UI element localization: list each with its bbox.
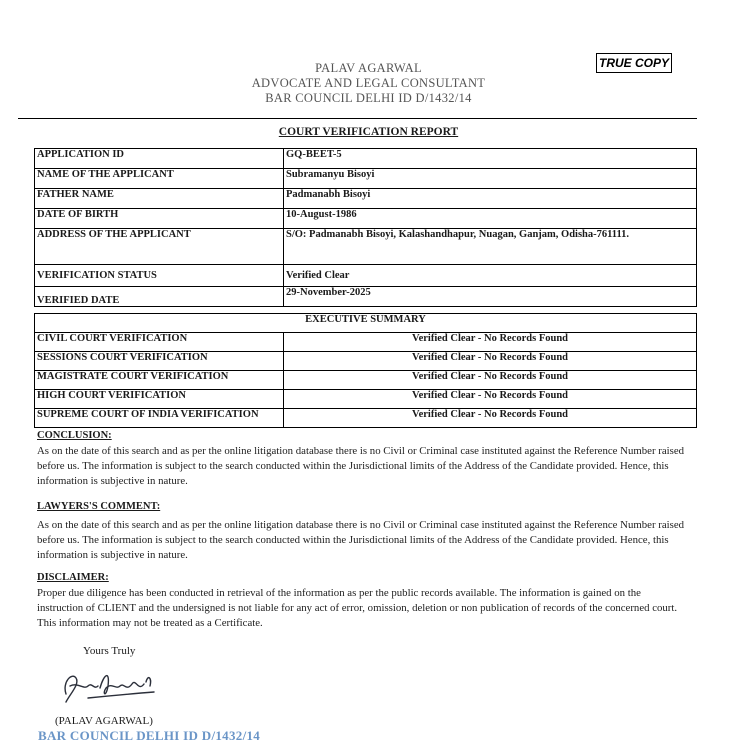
table-row (35, 371, 697, 390)
court-result: Verified Clear - No Records Found (284, 352, 697, 371)
court-label: CIVIL COURT VERIFICATION (35, 333, 284, 352)
detail-value: 29-November-2025 (284, 287, 697, 307)
detail-label: DATE OF BIRTH (35, 209, 284, 229)
court-result: Verified Clear - No Records Found (284, 333, 697, 352)
detail-label: FATHER NAME (35, 189, 284, 209)
advocate-role: ADVOCATE AND LEGAL CONSULTANT (251, 76, 486, 90)
detail-value: Verified Clear (284, 265, 697, 287)
advocate-bar-id: BAR COUNCIL DELHI ID D/1432/14 (265, 91, 472, 105)
lawyers-comment-title: LAWYERS'S COMMENT: (37, 501, 161, 512)
true-copy-stamp: TRUE COPY (596, 53, 672, 73)
table-row (35, 390, 697, 409)
detail-label: ADDRESS OF THE APPLICANT (35, 229, 284, 265)
detail-value: Subramanyu Bisoyi (284, 169, 697, 189)
advocate-name: PALAV AGARWAL (315, 61, 422, 75)
executive-summary-table (34, 313, 697, 428)
court-label: SESSIONS COURT VERIFICATION (35, 352, 284, 371)
court-result: Verified Clear - No Records Found (284, 409, 697, 428)
court-label: MAGISTRATE COURT VERIFICATION (35, 371, 284, 390)
court-result: Verified Clear - No Records Found (284, 371, 697, 390)
table-row (35, 409, 697, 428)
signatory-bar-id: BAR COUNCIL DELHI ID D/1432/14 (38, 728, 261, 743)
detail-label: APPLICATION ID (35, 149, 284, 169)
detail-value: Padmanabh Bisoyi (284, 189, 697, 209)
table-row (35, 169, 697, 189)
detail-label: NAME OF THE APPLICANT (35, 169, 284, 189)
detail-value: 10-August-1986 (284, 209, 697, 229)
table-row (35, 149, 697, 169)
disclaimer-title: DISCLAIMER: (37, 572, 109, 583)
table-row (35, 333, 697, 352)
closing-salutation: Yours Truly (83, 645, 136, 657)
table-row (35, 189, 697, 209)
table-row (35, 352, 697, 371)
signature-image (58, 664, 158, 706)
lawyers-comment-text: As on the date of this search and as per the online litigation database there is no Civil or Criminal case instituted against the Reference Number raised before us. The information is subject to the search conducted within the Jurisdictional limits of the Address of the Candidate provided. Hence, this information is subjective in nature. (37, 519, 685, 561)
court-label: SUPREME COURT OF INDIA VERIFICATION (35, 409, 284, 428)
table-row (35, 314, 697, 333)
detail-label: VERIFIED DATE (35, 287, 284, 307)
detail-label: VERIFICATION STATUS (35, 265, 284, 287)
detail-value: S/O: Padmanabh Bisoyi, Kalashandhapur, Nuagan, Ganjam, Odisha-761111. (284, 229, 697, 265)
executive-summary-title: EXECUTIVE SUMMARY (35, 314, 697, 333)
signatory-name: (PALAV AGARWAL) (55, 715, 153, 727)
detail-value: GQ-BEET-5 (284, 149, 697, 169)
report-title: COURT VERIFICATION REPORT (278, 126, 459, 138)
table-row (35, 287, 697, 307)
table-row (35, 209, 697, 229)
details-table (34, 148, 697, 307)
conclusion-text: As on the date of this search and as per the online litigation database there is no Civil or Criminal case instituted against the Reference Number raised before us. The information is subject to the search conducted within the Jurisdictional limits of the Address of the Candidate provided. Hence, this information is subjective in nature. (37, 445, 685, 487)
conclusion-title: CONCLUSION: (37, 430, 112, 441)
court-label: HIGH COURT VERIFICATION (35, 390, 284, 409)
table-row (35, 229, 697, 265)
court-result: Verified Clear - No Records Found (284, 390, 697, 409)
table-row (35, 265, 697, 287)
disclaimer-text: Proper due diligence has been conducted in retrieval of the information as per the public records available. The information is gained on the instruction of CLIENT and the undersigned is not liable for any act of error, omission, deletion or non publication of records of the concerned court. This information may not be treated as a Certificate. (37, 587, 678, 629)
header-divider (18, 118, 697, 119)
